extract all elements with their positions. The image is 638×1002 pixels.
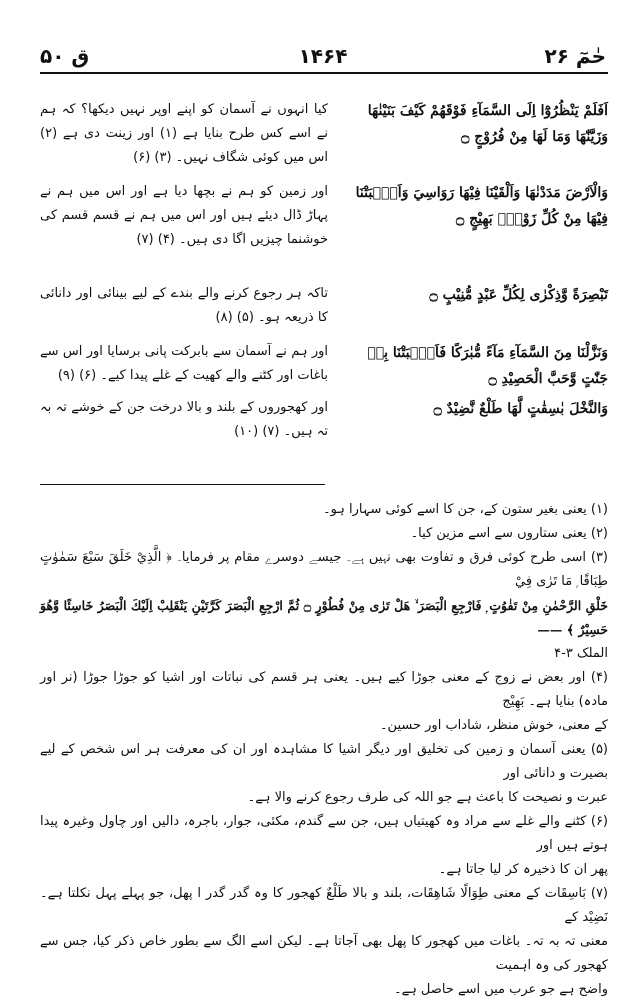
footnote-separator xyxy=(40,484,325,485)
header-rule xyxy=(40,72,608,74)
verse-translation: تاکہ ہر رجوع کرنے والے بندے کے لیے بینائی اور دانائی کا ذریعہ ہو۔ (۵) (۸) xyxy=(40,286,328,325)
verse-arabic: وَنَزَّلْنَا مِنَ السَّمَآءِ مَآءً مُّبٰرَكًا فَاَنْۢبَتْنَا بِهٖ جَنّٰتٍ وَّحَبَّ الْحَصِيْدِ ۝ xyxy=(367,345,608,387)
footnote-line: (۶) کٹنے والے غلے سے مراد وہ کھیتیاں ہیں، جن سے گندم، مکئی، جوار، باجرہ، دالیں اور چاول وغیرہ پیدا ہوتے ہیں اور xyxy=(40,814,608,853)
verse-translation: اور ہم نے آسمان سے بابرکت پانی برسایا اور اس سے باغات اور کٹنے والے کھیت کے غلے پیدا کیے۔ (۶) (۹) xyxy=(40,344,328,383)
verse-translation: اور زمین کو ہم نے بچھا دیا ہے اور اس میں ہم نے پہاڑ ڈال دیئے ہیں اور اس میں ہم نے قسم قسم کی خوشنما چیزیں اگا دی ہیں۔ (۴) (۷) xyxy=(40,184,328,247)
footnote-line: (۱) یعنی بغیر ستون کے، جن کا اسے کوئی سہارا ہو۔ xyxy=(322,502,608,517)
page-header xyxy=(40,40,606,74)
footnote-line: (۲) یعنی ستاروں سے اسے مزین کیا۔ xyxy=(410,526,608,541)
footnotes xyxy=(40,498,608,1002)
footnote-line: معنی تہ بہ تہ۔ باغات میں کھجور کا پھل بھی آجاتا ہے۔ لیکن اسے الگ سے بطور خاص ذکر کیا، جس سے کھجور کی وہ اہمیت xyxy=(40,934,608,973)
verse-arabic: اَفَلَمْ يَنْظُرُوْٓا اِلَى السَّمَآءِ فَوْقَهُمْ كَيْفَ بَنَيْنٰهَا وَزَيَّنّٰهَا وَمَا لَهَا مِنْ فُرُوْجٍ ۝ xyxy=(367,103,608,145)
footnote-line: واضح ہے جو عرب میں اسے حاصل ہے۔ xyxy=(393,982,608,997)
footnote-line: کے معنی، خوش منظر، شاداب اور حسین۔ xyxy=(379,718,608,733)
footnote-reference: الملک ۳-۴ xyxy=(554,646,608,661)
verse-translation: کیا انہوں نے آسمان کو اپنے اوپر نہیں دیکھا؟ کہ ہم نے اسے کس طرح بنایا ہے (۱) اور زینت دی ہے (۲) اس میں کوئی شگاف نہیں۔ (۳) (۶) xyxy=(40,102,328,165)
footnote-line: (۵) یعنی آسمان و زمین کی تخلیق اور دیگر اشیا کا مشاہدہ اور ان کی معرفت ہر اس شخص کے لیے بصیرت و دانائی اور xyxy=(40,742,608,781)
verse-arabic: وَالْاَرْضَ مَدَدْنٰهَا وَاَلْقَيْنَا فِيْهَا رَوَاسِيَ وَاَنْۢبَتْنَا فِيْهَا مِنْ كُلِّ زَوْجٍۢ بَهِيْجٍ ۝ xyxy=(355,185,608,227)
footnote-line: (۴) اور بعض نے زوج کے معنی جوڑا کیے ہیں۔ یعنی ہر قسم کی نباتات اور اشیا کو جوڑا جوڑا (نر اور مادہ) بنایا ہے۔ بَهِيْج xyxy=(40,670,608,709)
juz-marker: حٰمٓ ۲۶ xyxy=(544,44,606,68)
footnote-line: (۳) اسی طرح کوئی فرق و تفاوت بھی نہیں ہے۔ جیسے دوسرے مقام پر فرمایا۔ ﴿ الَّذِيْ خَلَقَ سَبْعَ سَمٰوٰتٍ طِبَاقًا ۭ مَا تَرٰى فِيْ xyxy=(40,550,608,589)
verse-arabic: وَالنَّخْلَ بٰسِقٰتٍ لَّهَا طَلْعٌ نَّضِيْدٌ ۝ xyxy=(433,401,608,417)
footnote-line: پھر ان کا ذخیرہ کر لیا جاتا ہے۔ xyxy=(438,862,608,877)
footnote-line: (۷) بَاسِقَات کے معنی طِوَالًا شَاهِقَات، بلند و بالا طَلْعٌ کھجور کا وہ گدر گدر ا پھل، جو پہلے پہل نکلتا ہے۔ نَضِيْد کے xyxy=(40,886,608,925)
surah-marker: ق ۵۰ xyxy=(40,44,90,68)
page-number: ۱۴۶۴ xyxy=(298,44,348,68)
footnote-line: عبرت و نصیحت کا باعث ہے جو اللہ کی طرف رجوع کرنے والا ہے۔ xyxy=(247,790,608,805)
verse-translation: اور کھجوروں کے بلند و بالا درخت جن کے خوشے تہ بہ تہ ہیں۔ (۷) (۱۰) xyxy=(40,400,328,439)
verse-arabic: تَبْصِرَةً وَّذِكْرٰى لِكُلِّ عَبْدٍ مُّنِيْبٍ ۝ xyxy=(429,287,608,303)
footnote-quran-quote: خَلْقِ الرَّحْمٰنِ مِنْ تَفٰوُتٍ ۭ فَارْجِعِ الْبَصَرَ ۙ هَلْ تَرٰى مِنْ فُطُوْرٍ ۝ ثُمَّ ارْجِعِ الْبَصَرَ كَرَّتَيْنِ يَنْقَلِبْ اِلَيْكَ الْبَصَرُ خَاسِئًا وَّهُوَ حَسِيْرٌ ﴾ —— xyxy=(40,598,608,637)
